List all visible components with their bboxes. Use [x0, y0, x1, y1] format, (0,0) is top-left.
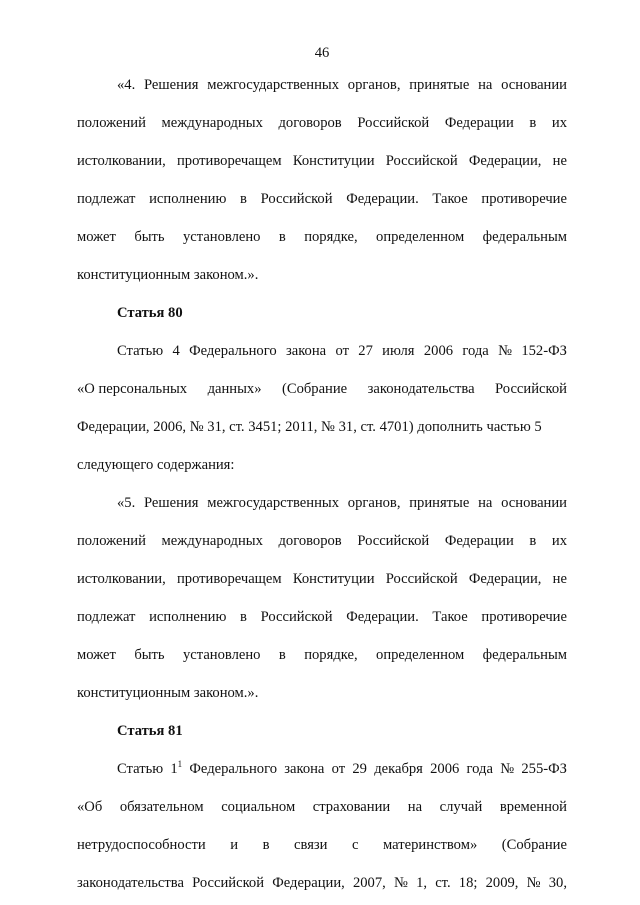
- word: Российской: [385, 571, 458, 587]
- word: законодательства: [77, 875, 184, 891]
- word: порядке,: [304, 229, 358, 245]
- text-line: [77, 66, 567, 104]
- text-line: конституционным законом.».: [77, 685, 259, 701]
- word: обязательном: [119, 799, 204, 815]
- article-81-body: [77, 750, 567, 902]
- word: их: [551, 115, 567, 131]
- text-line: [77, 218, 567, 256]
- text-line: [77, 636, 567, 674]
- word: органов,: [347, 495, 401, 511]
- word: от: [331, 761, 346, 777]
- word: в: [278, 647, 286, 663]
- word: «Об: [77, 799, 103, 815]
- word: временной: [499, 799, 567, 815]
- word: их: [551, 533, 567, 549]
- word: положений: [77, 533, 146, 549]
- text-line: [77, 598, 567, 636]
- word: договоров: [278, 115, 342, 131]
- word: положений: [77, 115, 146, 131]
- word: от: [335, 343, 349, 359]
- word: Российской: [260, 191, 333, 207]
- word: (Собрание: [281, 381, 348, 397]
- word: быть: [134, 229, 165, 245]
- word: органов,: [347, 77, 401, 93]
- word: «5.: [117, 495, 136, 511]
- word: Такое: [432, 191, 468, 207]
- word: подлежат: [77, 609, 136, 625]
- word: договоров: [278, 533, 342, 549]
- word: данных»: [207, 381, 262, 397]
- word: межгосударственных: [207, 77, 340, 93]
- word: декабря: [374, 761, 423, 777]
- word: №: [500, 761, 515, 777]
- word: в: [278, 229, 286, 245]
- word: законодательства: [367, 381, 475, 397]
- word: №: [498, 343, 512, 359]
- word: Федерального: [189, 761, 277, 777]
- word: Федерации: [444, 533, 514, 549]
- word: федеральным: [482, 229, 567, 245]
- text-line: [77, 522, 567, 560]
- word: на: [407, 799, 423, 815]
- text-line: [77, 864, 567, 902]
- text-line: [77, 332, 567, 370]
- word: 2006: [430, 761, 460, 777]
- paragraph-quote-4: [77, 66, 567, 294]
- word: Федерации,: [272, 875, 345, 891]
- word: определенном: [376, 229, 465, 245]
- word: Решения: [144, 77, 199, 93]
- word: определенном: [376, 647, 465, 663]
- word: Федерации.: [346, 609, 419, 625]
- word: социальном: [221, 799, 296, 815]
- word: на: [478, 495, 493, 511]
- word: материнством»: [383, 837, 478, 853]
- word: 1,: [416, 875, 428, 891]
- word: противоречие: [481, 609, 567, 625]
- word: на: [478, 77, 493, 93]
- word: $1^1$: [170, 759, 183, 777]
- word: Конституции: [292, 153, 375, 169]
- text-line: следующего содержания:: [77, 457, 235, 473]
- word: Федерации,: [468, 571, 542, 587]
- text-line: Федерации, 2006, № 31, ст. 3451; 2011, № 31, ст. 4701) дополнить частью 5: [77, 419, 542, 435]
- word: в: [240, 609, 247, 625]
- text-line: [77, 180, 567, 218]
- word: Конституции: [292, 571, 375, 587]
- word: подлежат: [77, 191, 136, 207]
- word: и: [230, 837, 239, 853]
- word: международных: [161, 533, 263, 549]
- text-line: [77, 104, 567, 142]
- word: Федерации.: [346, 191, 419, 207]
- word: Решения: [144, 495, 199, 511]
- word: в: [240, 191, 247, 207]
- word: «О персональных: [77, 381, 188, 397]
- text-line: [77, 560, 567, 598]
- word: истолковании,: [77, 571, 166, 587]
- word: может: [77, 647, 116, 663]
- document-page: [77, 40, 567, 902]
- text-line: [77, 370, 567, 408]
- word: Такое: [432, 609, 468, 625]
- page-number: 46: [314, 45, 330, 61]
- word: нетрудоспособности: [77, 837, 206, 853]
- word: установлено: [183, 647, 261, 663]
- text-line: [77, 750, 567, 788]
- word: закона: [285, 343, 327, 359]
- word: Статью: [117, 343, 164, 359]
- paragraph-quote-5: [77, 484, 567, 712]
- word: 30,: [548, 875, 567, 891]
- word: 29: [352, 761, 367, 777]
- word: №: [526, 875, 541, 891]
- word: федеральным: [482, 647, 567, 663]
- text-line: [77, 484, 567, 522]
- article-80-body: [77, 332, 567, 484]
- text-line: [77, 826, 567, 864]
- word: в: [529, 533, 537, 549]
- word: исполнению: [149, 191, 227, 207]
- word: с: [352, 837, 359, 853]
- word: 2009,: [485, 875, 519, 891]
- word: 2007,: [352, 875, 386, 891]
- word: не: [552, 153, 567, 169]
- word: в: [262, 837, 270, 853]
- word: ст.: [435, 875, 451, 891]
- word: года: [462, 343, 489, 359]
- word: 2006: [423, 343, 454, 359]
- word: истолковании,: [77, 153, 166, 169]
- word: Федерации,: [468, 153, 542, 169]
- article-80-heading: Статья 80: [117, 305, 183, 321]
- word: 27: [358, 343, 373, 359]
- word: противоречащем: [176, 571, 282, 587]
- word: исполнению: [149, 609, 227, 625]
- word: 4: [172, 343, 180, 359]
- word: «4.: [117, 77, 136, 93]
- word: противоречие: [481, 191, 567, 207]
- word: международных: [161, 115, 263, 131]
- word: Федерации: [444, 115, 514, 131]
- word: может: [77, 229, 116, 245]
- word: Российской: [192, 875, 265, 891]
- word: установлено: [183, 229, 261, 245]
- word: №: [393, 875, 408, 891]
- word: Российской: [260, 609, 333, 625]
- word: Статью: [117, 761, 164, 777]
- word: основании: [501, 495, 567, 511]
- word: межгосударственных: [207, 495, 340, 511]
- word: 152-ФЗ: [521, 343, 567, 359]
- word: Российской: [495, 381, 567, 397]
- word: быть: [134, 647, 165, 663]
- word: Российской: [357, 533, 430, 549]
- word: принятые: [409, 495, 470, 511]
- word: принятые: [409, 77, 470, 93]
- word: июля: [382, 343, 415, 359]
- word: противоречащем: [176, 153, 282, 169]
- word: 18;: [458, 875, 478, 891]
- superscript: 1: [177, 759, 183, 769]
- word: в: [529, 115, 537, 131]
- word: Российской: [385, 153, 458, 169]
- word: Федерального: [189, 343, 277, 359]
- word: основании: [501, 77, 567, 93]
- word: страховании: [312, 799, 391, 815]
- text-line: [77, 142, 567, 180]
- text-line: конституционным законом.».: [77, 267, 259, 283]
- word: не: [552, 571, 567, 587]
- word: порядке,: [304, 647, 358, 663]
- word: (Собрание: [501, 837, 567, 853]
- word: закона: [284, 761, 325, 777]
- word: случай: [439, 799, 483, 815]
- word: 255-ФЗ: [521, 761, 567, 777]
- word: года: [466, 761, 493, 777]
- article-81-heading: Статья 81: [117, 723, 183, 739]
- word: Российской: [357, 115, 430, 131]
- word: связи: [294, 837, 328, 853]
- text-line: [77, 788, 567, 826]
